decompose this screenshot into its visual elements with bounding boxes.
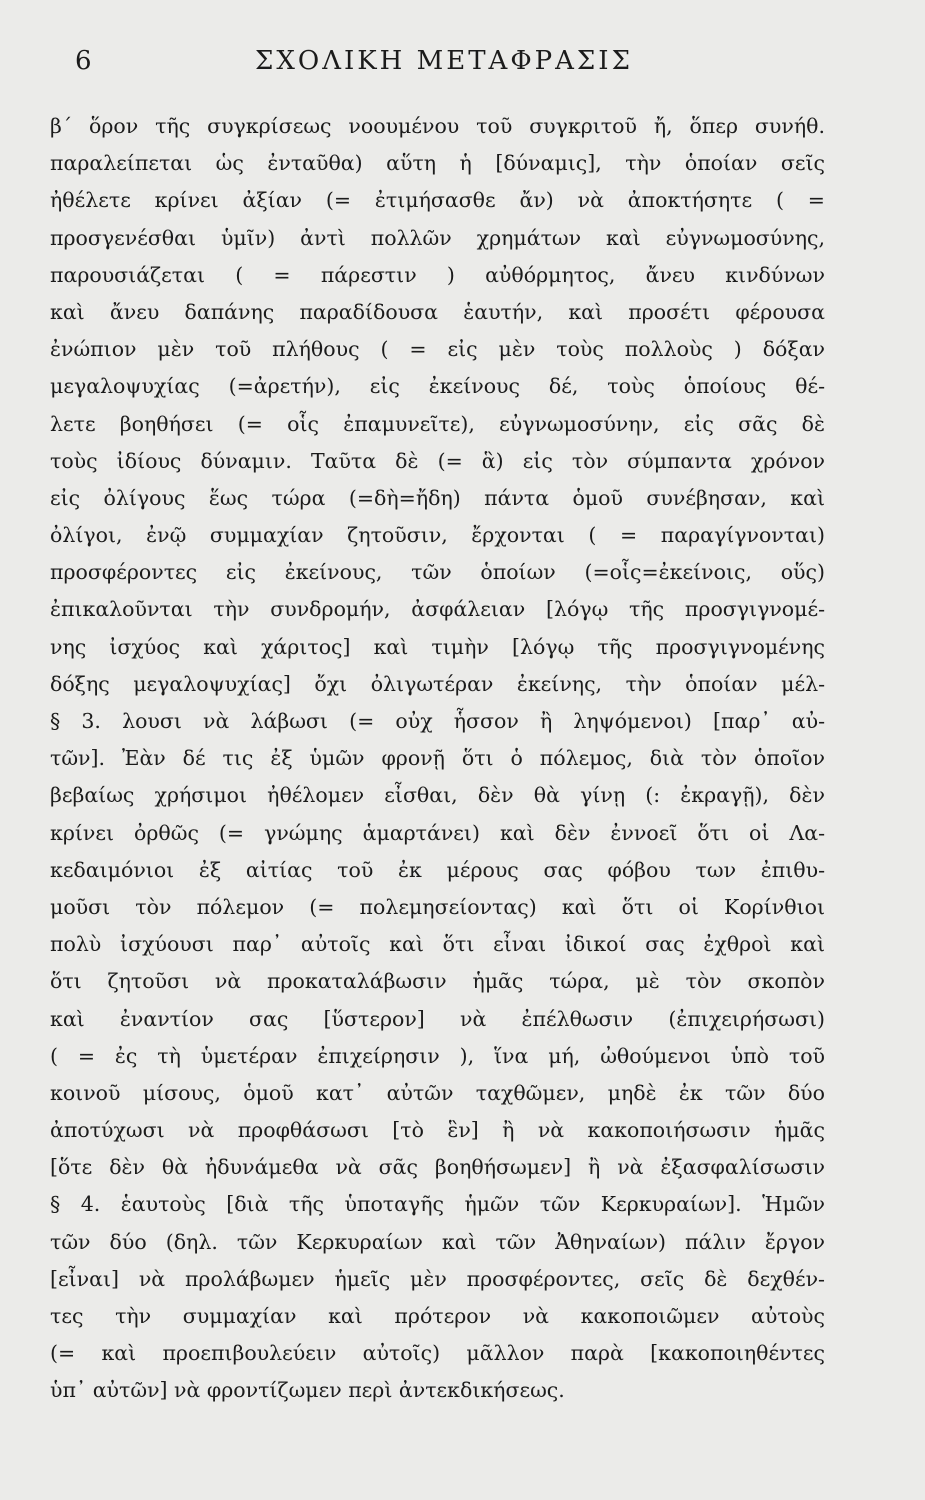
text-line: δόξης μεγαλοψυχίας] ὄχι ὀλιγωτέραν ἐκείνης, τὴν ὁποίαν μέλ- xyxy=(50,671,825,696)
text-line: ὀλίγοι, ἐνῷ συμμαχίαν ζητοῦσιν, ἔρχονται ( = παραγίγνονται) xyxy=(50,523,825,548)
text-line: προσγενέσθαι ὑμῖν) ἀντὶ πολλῶν χρημάτων καὶ εὐγνωμοσύνης, xyxy=(50,225,825,250)
body-text xyxy=(50,108,825,1410)
text-line: μοῦσι τὸν πόλεμον (= πολεμησείοντας) καὶ ὅτι οἱ Κορίνθιοι xyxy=(50,894,825,919)
text-line: § 4. ἑαυτοὺς [διὰ τῆς ὑποταγῆς ἡμῶν τῶν Κερκυραίων]. Ἡμῶν xyxy=(50,1192,825,1217)
page-number: 6 xyxy=(75,46,92,76)
text-line: πολὺ ἰσχύουσι παρ᾽ αὐτοῖς καὶ ὅτι εἶναι ἰδικοί σας ἐχθροὶ καὶ xyxy=(50,932,825,957)
text-line: ἠθέλετε κρίνει ἀξίαν (= ἐτιμήσασθε ἄν) νὰ ἀποκτήσητε ( = xyxy=(50,188,825,213)
text-line: παρουσιάζεται ( = πάρεστιν ) αὐθόρμητος, ἄνευ κινδύνων xyxy=(50,262,825,287)
text-line: ὅτι ζητοῦσι νὰ προκαταλάβωσιν ἡμᾶς τώρα, μὲ τὸν σκοπὸν xyxy=(50,969,825,994)
page-header xyxy=(0,46,925,86)
text-line: (= καὶ προεπιβουλεύειν αὐτοῖς) μᾶλλον παρὰ [κακοποιηθέντες xyxy=(50,1341,825,1366)
text-line: κεδαιμόνιοι ἐξ αἰτίας τοῦ ἐκ μέρους σας φόβου των ἐπιθυ- xyxy=(50,857,825,882)
text-line: ἀποτύχωσι νὰ προφθάσωσι [τὸ ἓν] ἢ νὰ κακοποιήσωσιν ἡμᾶς xyxy=(50,1118,825,1143)
text-line: καὶ ἐναντίον σας [ὕστερον] νὰ ἐπέλθωσιν (ἐπιχειρήσωσι) xyxy=(50,1006,825,1031)
text-line: βεβαίως χρήσιμοι ἠθέλομεν εἶσθαι, δὲν θὰ γίνῃ (: ἐκραγῇ), δὲν xyxy=(50,783,825,808)
text-line: [εἶναι] νὰ προλάβωμεν ἡμεῖς μὲν προσφέροντες, σεῖς δὲ δεχθέν- xyxy=(50,1266,825,1291)
text-line: τες τὴν συμμαχίαν καὶ πρότερον νὰ κακοποιῶμεν αὐτοὺς xyxy=(50,1304,825,1328)
text-line: τοὺς ἰδίους δύναμιν. Ταῦτα δὲ (= ἃ) εἰς τὸν σύμπαντα χρόνον xyxy=(50,448,825,473)
text-line: ( = ἐς τὴ ὑμετέραν ἐπιχείρησιν ), ἵνα μή, ὠθούμενοι ὑπὸ τοῦ xyxy=(50,1043,825,1068)
text-line: ἐνώπιον μὲν τοῦ πλήθους ( = εἰς μὲν τοὺς πολλοὺς ) δόξαν xyxy=(50,337,825,362)
text-line: κοινοῦ μίσους, ὁμοῦ κατ᾽ αὐτῶν ταχθῶμεν, μηδὲ ἐκ τῶν δύο xyxy=(50,1080,825,1105)
text-line: τῶν]. Ἐὰν δέ τις ἐξ ὑμῶν φρονῇ ὅτι ὁ πόλεμος, διὰ τὸν ὁποῖον xyxy=(50,746,825,771)
text-line: § 3. λουσι νὰ λάβωσι (= οὐχ ἧσσον ἢ ληψόμενοι) [παρ᾽ αὐ- xyxy=(50,709,825,733)
text-line: καὶ ἄνευ δαπάνης παραδίδουσα ἑαυτήν, καὶ προσέτι φέρουσα xyxy=(50,299,825,324)
text-line: β΄ ὅρον τῆς συγκρίσεως νοουμένου τοῦ συγκριτοῦ ἤ, ὅπερ συνήθ. xyxy=(50,114,825,138)
text-line: [ὅτε δὲν θὰ ἠδυνάμεθα νὰ σᾶς βοηθήσωμεν] ἢ νὰ ἐξασφαλίσωσιν xyxy=(50,1155,825,1180)
text-line: τῶν δύο (δηλ. τῶν Κερκυραίων καὶ τῶν Ἀθηναίων) πάλιν ἔργον xyxy=(50,1229,825,1254)
text-line: λετε βοηθήσει (= οἷς ἐπαμυνεῖτε), εὐγνωμοσύνην, εἰς σᾶς δὲ xyxy=(50,411,825,436)
text-line: ἐπικαλοῦνται τὴν συνδρομήν, ἀσφάλειαν [λόγῳ τῆς προσγιγνομέ- xyxy=(50,597,825,622)
text-line: ὑπ᾽ αὐτῶν] νὰ φροντίζωμεν περὶ ἀντεκδικήσεως. xyxy=(50,1378,565,1403)
text-line: μεγαλοψυχίας (=ἀρετήν), εἰς ἐκείνους δέ, τοὺς ὁποίους θέ- xyxy=(50,374,825,399)
text-line: νης ἰσχύος καὶ χάριτος] καὶ τιμὴν [λόγῳ τῆς προσγιγνομένης xyxy=(50,634,825,659)
text-line: εἰς ὀλίγους ἕως τώρα (=δὴ=ἤδη) πάντα ὁμοῦ συνέβησαν, καὶ xyxy=(50,485,825,510)
text-line: προσφέροντες εἰς ἐκείνους, τῶν ὁποίων (=οἷς=ἐκείνοις, οὕς) xyxy=(50,560,825,585)
text-line: κρίνει ὀρθῶς (= γνώμης ἁμαρτάνει) καὶ δὲν ἐννοεῖ ὅτι οἱ Λα- xyxy=(50,820,825,845)
text-line: παραλείπεται ὡς ἐνταῦθα) αὕτη ἡ [δύναμις], τὴν ὁποίαν σεῖς xyxy=(50,151,825,176)
running-title: ΣΧΟΛΙΚΗ ΜΕΤΑΦΡΑΣΙΣ xyxy=(255,46,633,76)
